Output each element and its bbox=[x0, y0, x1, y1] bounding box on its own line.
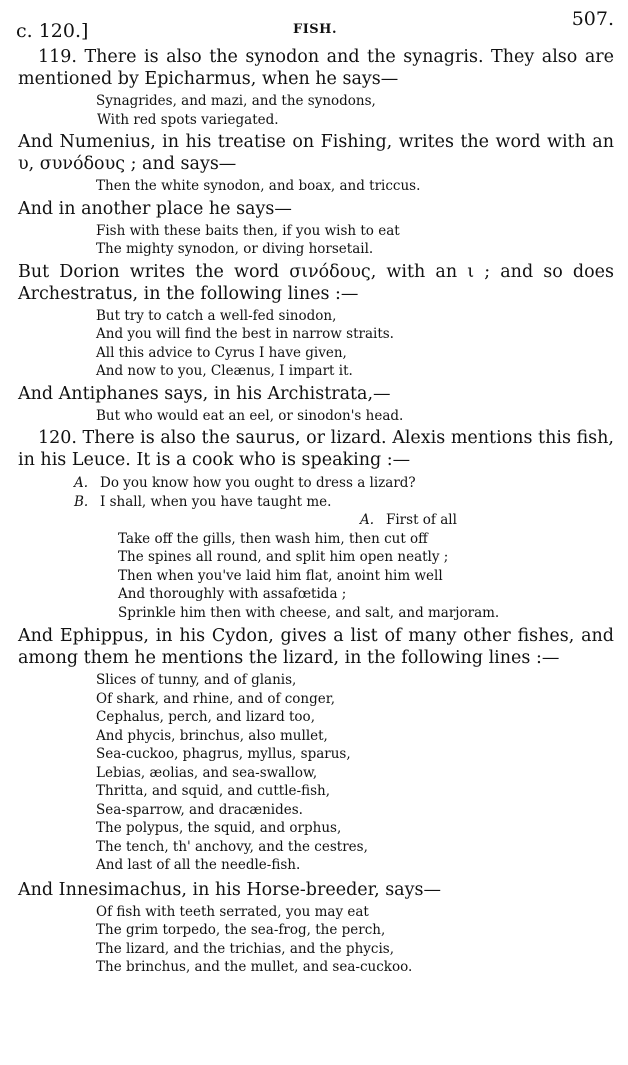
dialogue-line bbox=[74, 474, 614, 493]
dialogue-text: First of all bbox=[386, 512, 457, 528]
speaker-label: A. bbox=[360, 512, 375, 528]
dialogue-line bbox=[74, 493, 614, 512]
verse-line: Cephalus, perch, and lizard too, bbox=[96, 709, 315, 725]
verse-line: The polypus, the squid, and orphus, bbox=[96, 820, 342, 836]
verse-line: And last of all the needle-fish. bbox=[96, 857, 301, 873]
verse-antiphanes bbox=[96, 407, 614, 426]
paragraph-dorion: But Dorion writes the word σινόδους, with an ι ; and so does Archestratus, in the following lines :— bbox=[18, 261, 614, 304]
paragraph-numenius: And Numenius, in his treatise on Fishing, writes the word with an υ, συνόδους ; and says— bbox=[18, 132, 614, 174]
verse-line: Then the white synodon, and boax, and triccus. bbox=[96, 178, 421, 194]
page-number: 507. bbox=[571, 8, 614, 30]
verse-line: Then when you've laid him flat, anoint him well bbox=[118, 567, 443, 584]
verse-ephippus bbox=[96, 671, 614, 875]
verse-epicharmus bbox=[96, 92, 614, 129]
verse-line: With red spots variegated. bbox=[97, 111, 279, 128]
speaker-label: B. bbox=[74, 493, 89, 510]
verse-line: Sprinkle him then with cheese, and salt, and marjoram. bbox=[118, 604, 500, 621]
speaker-label: A. bbox=[74, 475, 89, 491]
verse-line: Of shark, and rhine, and of conger, bbox=[96, 690, 336, 707]
verse-archestratus bbox=[96, 307, 614, 381]
paragraph-innesimachus: And Innesimachus, in his Horse-breeder, says— bbox=[18, 879, 441, 900]
verse-line: And you will find the best in narrow straits. bbox=[96, 326, 394, 342]
verse-line: The mighty synodon, or diving horsetail. bbox=[96, 241, 374, 257]
verse-line: But who would eat an eel, or sinodon's head. bbox=[96, 407, 404, 424]
dialogue-alexis bbox=[74, 474, 614, 622]
dialogue-text: I shall, when you have taught me. bbox=[100, 493, 332, 510]
paragraph-ephippus: And Ephippus, in his Cydon, gives a list of many other fishes, and among them he mentions the lizard, in the following lines :— bbox=[18, 626, 614, 668]
verse-line: But try to catch a well-fed sinodon, bbox=[96, 307, 337, 324]
verse-line: All this advice to Cyrus I have given, bbox=[96, 344, 347, 361]
verse-line: Fish with these baits then, if you wish to eat bbox=[96, 222, 400, 239]
paragraph-120: 120. There is also the saurus, or lizard. Alexis mentions this fish, in his Leuce. It is a cook who is speaking :— bbox=[18, 428, 614, 470]
verse-line: Sea-cuckoo, phagrus, myllus, sparus, bbox=[96, 746, 351, 762]
running-header bbox=[16, 8, 614, 42]
verse-line: And phycis, brinchus, also mullet, bbox=[96, 727, 328, 744]
verse-line: Slices of tunny, and of glanis, bbox=[96, 672, 297, 688]
dialogue-line bbox=[74, 511, 614, 530]
verse-line: And now to you, Cleænus, I impart it. bbox=[96, 363, 353, 379]
paragraph-another-place: And in another place he says— bbox=[18, 198, 292, 219]
verse-line: The brinchus, and the mullet, and sea-cuckoo. bbox=[96, 959, 413, 975]
verse-numenius bbox=[96, 177, 614, 196]
paragraph-antiphanes: And Antiphanes says, in his Archistrata,— bbox=[18, 383, 391, 404]
verse-numenius-2 bbox=[96, 222, 614, 259]
running-title: FISH. bbox=[292, 22, 337, 37]
paragraph-119: 119. There is also the synodon and the synagris. They also are mentioned by Epicharmus, when he says— bbox=[18, 47, 614, 89]
verse-line: Thritta, and squid, and cuttle-fish, bbox=[96, 783, 331, 799]
verse-line: The lizard, and the trichias, and the phycis, bbox=[96, 940, 394, 957]
verse-line: Lebias, æolias, and sea-swallow, bbox=[96, 764, 318, 781]
verse-line: And thoroughly with assafœtida ; bbox=[118, 586, 347, 602]
verse-line: Of fish with teeth serrated, you may eat bbox=[96, 903, 369, 920]
dialogue-text: Do you know how you ought to dress a lizard? bbox=[100, 475, 416, 491]
verse-line: The tench, th' anchovy, and the cestres, bbox=[96, 838, 368, 855]
page-body bbox=[18, 46, 614, 979]
verse-line: Sea-sparrow, and dracænides. bbox=[96, 801, 303, 818]
verse-line: The spines all round, and split him open neatly ; bbox=[118, 549, 449, 565]
verse-line: Synagrides, and mazi, and the synodons, bbox=[96, 93, 376, 109]
verse-line: The grim torpedo, the sea-frog, the perch, bbox=[96, 922, 386, 938]
verse-innesimachus bbox=[96, 903, 614, 977]
verse-line: Take off the gills, then wash him, then cut off bbox=[118, 530, 428, 547]
chapter-reference: c. 120.] bbox=[16, 20, 89, 42]
